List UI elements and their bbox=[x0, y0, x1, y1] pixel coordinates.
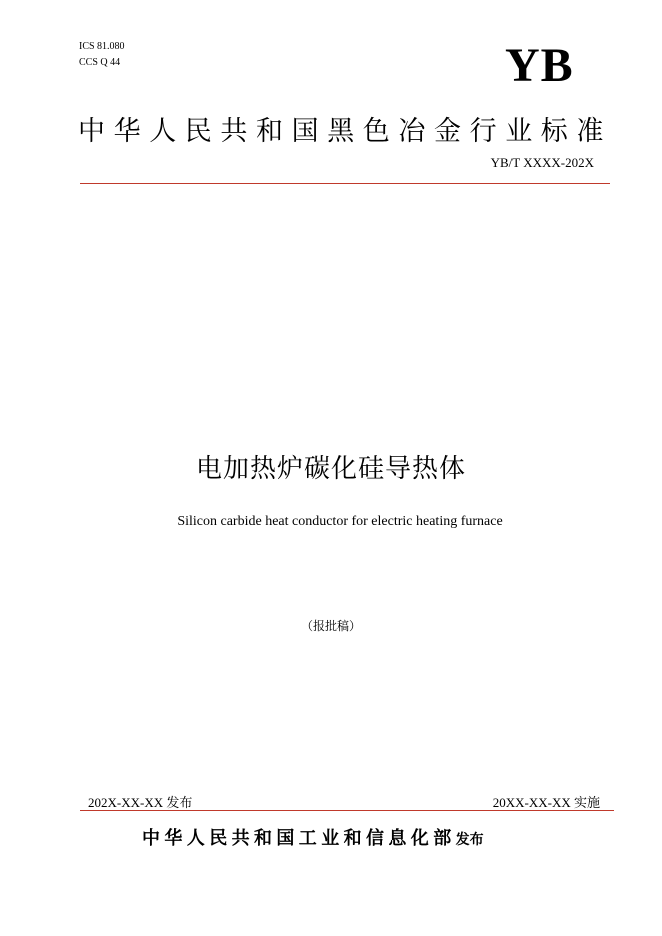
ccs-code: CCS Q 44 bbox=[79, 57, 121, 68]
issuer-name: 中华人民共和国工业和信息化部 bbox=[142, 828, 456, 849]
footer-divider bbox=[80, 810, 614, 811]
document-title-chinese: 电加热炉碳化硅导热体 bbox=[195, 454, 466, 484]
publish-date: 202X-XX-XX 发布 bbox=[88, 795, 193, 810]
header-divider bbox=[80, 183, 610, 184]
yb-logo: YB bbox=[505, 39, 574, 92]
standard-number: YB/T XXXX-202X bbox=[490, 155, 594, 170]
implement-date: 20XX-XX-XX 实施 bbox=[492, 795, 600, 810]
classification-codes bbox=[79, 39, 125, 71]
issuer-suffix: 发布 bbox=[455, 832, 484, 848]
ics-code: ICS 81.080 bbox=[79, 41, 125, 52]
industry-standard-title: 中华人民共和国黑色冶金行业标准 bbox=[78, 116, 612, 147]
draft-status-label: （报批稿） bbox=[300, 619, 361, 633]
document-title-english: Silicon carbide heat conductor for electric heating furnace bbox=[177, 514, 503, 529]
issuing-authority bbox=[142, 824, 484, 850]
